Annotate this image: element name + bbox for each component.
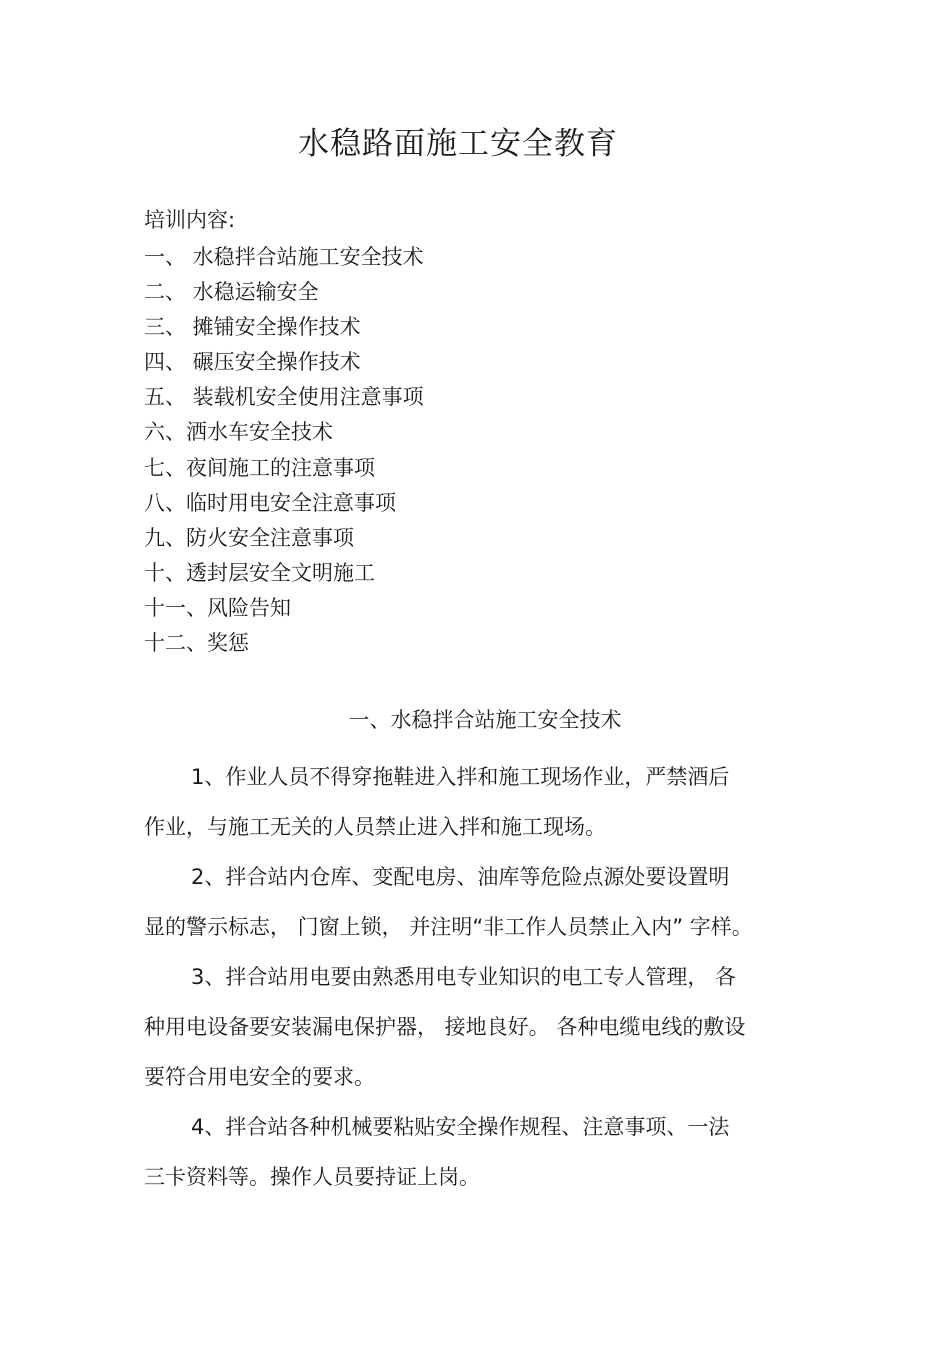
toc-item: 十一、风险告知 — [144, 595, 291, 620]
paragraph-line: 作业，与施工无关的人员禁止进入拌和施工现场。 — [144, 815, 606, 839]
toc-item: 四、 碾压安全操作技术 — [144, 350, 361, 375]
paragraph-line: 三卡资料等。操作人员要持证上岗。 — [144, 1165, 480, 1189]
toc-label: 培训内容: — [144, 208, 236, 232]
toc-list — [144, 240, 424, 661]
section-body — [144, 752, 824, 1202]
toc-item: 九、防火安全注意事项 — [144, 525, 354, 550]
paragraph-line: 要符合用电安全的要求。 — [144, 1065, 375, 1089]
toc-item: 七、夜间施工的注意事项 — [144, 455, 375, 480]
document-title: 水稳路面施工安全教育 — [298, 126, 618, 162]
paragraph-line: 4、拌合站各种机械要粘贴安全操作规程、注意事项、一法 — [191, 1115, 730, 1139]
paragraph-line: 3、拌合站用电要由熟悉用电专业知识的电工专人管理， 各 — [191, 965, 737, 989]
toc-item: 一、 水稳拌合站施工安全技术 — [144, 245, 424, 269]
paragraph-line: 种用电设备要安装漏电保护器， 接地良好。 各种电缆电线的敷设 — [144, 1015, 746, 1039]
toc-item: 二、 水稳运输安全 — [144, 280, 319, 305]
paragraph-line: 1、作业人员不得穿拖鞋进入拌和施工现场作业，严禁酒后 — [191, 765, 730, 789]
toc-item: 八、临时用电安全注意事项 — [144, 490, 396, 515]
paragraph-line: 2、拌合站内仓库、变配电房、油库等危险点源处要设置明 — [191, 865, 730, 889]
toc-item: 十、透封层安全文明施工 — [144, 560, 375, 585]
section-heading: 一、水稳拌合站施工安全技术 — [348, 708, 622, 732]
toc-item: 六、洒水车安全技术 — [144, 420, 333, 445]
toc-item: 十二、奖惩 — [144, 631, 249, 656]
toc-item: 三、 摊铺安全操作技术 — [144, 315, 361, 340]
paragraph-line: 显的警示标志， 门窗上锁， 并注明“非工作人员禁止入内” 字样。 — [144, 915, 753, 939]
toc-item: 五、 装载机安全使用注意事项 — [144, 385, 424, 410]
